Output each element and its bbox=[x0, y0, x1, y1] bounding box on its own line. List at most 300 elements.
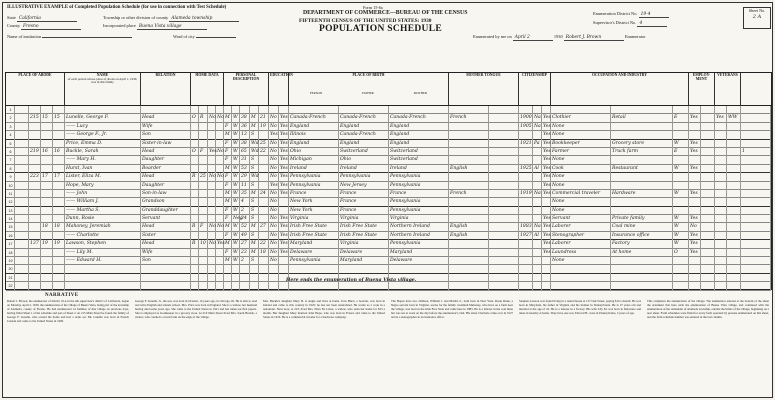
cell-occ: Laborer bbox=[551, 223, 611, 231]
cell-school: No bbox=[269, 249, 279, 257]
cell-nat bbox=[533, 274, 542, 282]
cell-bp: Illinois bbox=[289, 131, 339, 139]
cell-eng bbox=[542, 106, 551, 114]
table-row bbox=[6, 232, 771, 240]
cell-school bbox=[269, 282, 279, 290]
cell-name: Mahoney, Jeremiah bbox=[65, 223, 141, 231]
cell-work: Yes bbox=[689, 249, 701, 257]
cell-mar: M bbox=[250, 190, 259, 198]
cell-farm bbox=[216, 131, 224, 139]
cell-agem bbox=[259, 282, 269, 290]
cell-street bbox=[15, 232, 29, 240]
cell-fs bbox=[741, 249, 771, 257]
cell-tenure bbox=[191, 190, 199, 198]
cell-immig bbox=[519, 131, 533, 139]
cell-work: Yes bbox=[689, 165, 701, 173]
cell-farm bbox=[216, 106, 224, 114]
cell-cls: W bbox=[673, 165, 689, 173]
cell-fs bbox=[741, 182, 771, 190]
cell-name bbox=[65, 265, 141, 273]
cell-rel bbox=[141, 106, 191, 114]
cell-fam bbox=[53, 282, 65, 290]
cell-tenure bbox=[191, 182, 199, 190]
cell-bp: Ireland bbox=[289, 165, 339, 173]
narrative-column-2: George F. Lunelle, Jr., the son, was born in October, 16 years ago, in Chicago, Ill. He is able to read and write English and attends school. Mrs. Price was born in England. She is a widow, her husband having died some years ago. She came to the United States in 1921 and has taken out first papers. She is employed as bookkeeper in a grocery store. At 219 Main Street lived Mrs. Sarah Buckle, a widow, who conducts a truck farm on the edge of the village. bbox=[135, 299, 257, 319]
cell-mbp: Virginia bbox=[389, 215, 449, 223]
cell-immig: 1921 bbox=[519, 140, 533, 148]
cell-fam bbox=[53, 156, 65, 164]
col-personal: PERSONAL DESCRIPTION bbox=[224, 73, 269, 106]
cell-farm bbox=[216, 198, 224, 206]
cell-occ: Commercial traveler bbox=[551, 190, 611, 198]
cell-line bbox=[701, 232, 715, 240]
cell-lang bbox=[449, 140, 489, 148]
cell-immig: 1900 bbox=[519, 114, 533, 122]
cell-bp: Irish Free State bbox=[289, 223, 339, 231]
cell-read bbox=[279, 265, 289, 273]
cell-name: —— Charlotte bbox=[65, 232, 141, 240]
cell-n: 13 bbox=[6, 207, 15, 215]
cell-name: —— Mary H. bbox=[65, 156, 141, 164]
cell-agem bbox=[259, 274, 269, 282]
cell-line bbox=[701, 282, 715, 290]
cell-immig bbox=[519, 240, 533, 248]
cell-sex bbox=[224, 282, 232, 290]
cell-race: W bbox=[232, 182, 240, 190]
cell-dwell: 15 bbox=[41, 114, 53, 122]
cell-value bbox=[199, 232, 208, 240]
cell-bp: New York bbox=[289, 207, 339, 215]
cell-vet bbox=[715, 173, 727, 181]
cell-ind: Coal mine bbox=[611, 223, 673, 231]
cell-race bbox=[232, 106, 240, 114]
cell-radio: No bbox=[208, 114, 216, 122]
county-field: County Fresno bbox=[7, 23, 81, 30]
cell-agem bbox=[259, 165, 269, 173]
cell-farm bbox=[216, 282, 224, 290]
cell-age: 2 bbox=[240, 207, 250, 215]
cell-radio bbox=[208, 249, 216, 257]
cell-dwell bbox=[41, 274, 53, 282]
cell-dwell: 17 bbox=[41, 173, 53, 181]
cell-fbp: France bbox=[339, 198, 389, 206]
cell-sex bbox=[224, 274, 232, 282]
cell-ind: Hardware bbox=[611, 190, 673, 198]
cell-read bbox=[279, 198, 289, 206]
cell-age bbox=[240, 106, 250, 114]
cell-code bbox=[489, 282, 519, 290]
cell-farm bbox=[216, 123, 224, 131]
cell-agem bbox=[259, 207, 269, 215]
cell-immig bbox=[519, 257, 533, 265]
cell-farm bbox=[216, 215, 224, 223]
cell-street bbox=[15, 190, 29, 198]
cell-rel: Head bbox=[141, 223, 191, 231]
cell-read: Yes bbox=[279, 114, 289, 122]
cell-eng: Yes bbox=[542, 190, 551, 198]
cell-occ bbox=[551, 274, 611, 282]
supervisor-district: Supervisor's District No. 4 bbox=[593, 20, 667, 27]
narrative-column-5: Stephen Lawson was found living in a rented house at 137 Oak Street, paying $10 a month. He was born in Maryland, his father in Virginia and his mother in Pennsylvania. He is 27 years old and married at the age of 22. He is a laborer in a factory. His wife Lily M. was born in Delaware and takes in laundry at home. They have one son, Edward H., born in Pennsylvania, 2 years of age. bbox=[519, 299, 641, 315]
cell-rel: Sister bbox=[141, 232, 191, 240]
cell-cls bbox=[673, 131, 689, 139]
cell-occ: None bbox=[551, 198, 611, 206]
place-field: Incorporated place Buena Vista village bbox=[103, 23, 207, 30]
table-row bbox=[6, 265, 771, 273]
cell-bp: Delaware bbox=[289, 249, 339, 257]
cell-lang bbox=[449, 123, 489, 131]
cell-code bbox=[489, 215, 519, 223]
cell-code bbox=[489, 106, 519, 114]
cell-mbp: Ireland bbox=[389, 165, 449, 173]
cell-nat bbox=[533, 198, 542, 206]
cell-fs bbox=[741, 140, 771, 148]
cell-street bbox=[15, 223, 29, 231]
cell-mbp bbox=[389, 106, 449, 114]
cell-line bbox=[701, 173, 715, 181]
cell-bp: Pennsylvania bbox=[289, 173, 339, 181]
cell-name bbox=[65, 282, 141, 290]
cell-street bbox=[15, 182, 29, 190]
cell-radio: Yes bbox=[208, 148, 216, 156]
cell-street bbox=[15, 282, 29, 290]
cell-tenure bbox=[191, 257, 199, 265]
cell-immig bbox=[519, 215, 533, 223]
cell-street bbox=[15, 131, 29, 139]
cell-mbp: Pennsylvania bbox=[389, 173, 449, 181]
cell-eng: Yes bbox=[542, 173, 551, 181]
cell-cls bbox=[673, 282, 689, 290]
cell-house bbox=[29, 106, 41, 114]
cell-radio: No bbox=[208, 173, 216, 181]
cell-fbp: Virginia bbox=[339, 240, 389, 248]
cell-school bbox=[269, 265, 279, 273]
cell-vet bbox=[715, 257, 727, 265]
cell-war bbox=[727, 240, 741, 248]
cell-agem bbox=[259, 106, 269, 114]
cell-occ: Laborer bbox=[551, 240, 611, 248]
cell-age: 24 bbox=[240, 215, 250, 223]
cell-cls: W bbox=[673, 215, 689, 223]
cell-age: 29 bbox=[240, 173, 250, 181]
cell-street bbox=[15, 114, 29, 122]
cell-vet bbox=[715, 249, 727, 257]
cell-immig bbox=[519, 207, 533, 215]
cell-lang bbox=[449, 173, 489, 181]
cell-tenure bbox=[191, 165, 199, 173]
cell-code bbox=[489, 131, 519, 139]
cell-radio bbox=[208, 165, 216, 173]
col-home-data: HOME DATA bbox=[191, 73, 224, 106]
cell-dwell bbox=[41, 249, 53, 257]
cell-occ: None bbox=[551, 257, 611, 265]
end-note: Here ends the enumeration of Buena Vista village. bbox=[286, 278, 417, 283]
cell-house bbox=[29, 182, 41, 190]
cell-war bbox=[727, 148, 741, 156]
cell-rel: Wife bbox=[141, 249, 191, 257]
cell-ind: Factory bbox=[611, 240, 673, 248]
cell-nat: Na bbox=[533, 123, 542, 131]
cell-sex: M bbox=[224, 114, 232, 122]
cell-work bbox=[689, 207, 701, 215]
cell-sex: F bbox=[224, 232, 232, 240]
cell-dwell bbox=[41, 198, 53, 206]
cell-read: Yes bbox=[279, 165, 289, 173]
cell-house bbox=[29, 257, 41, 265]
cell-eng: Yes bbox=[542, 156, 551, 164]
sheet-number-box: Sheet No. 2 A bbox=[743, 7, 771, 29]
cell-work bbox=[689, 274, 701, 282]
cell-age bbox=[240, 282, 250, 290]
cell-n: 19 bbox=[6, 257, 15, 265]
cell-ind: Retail bbox=[611, 114, 673, 122]
cell-mbp bbox=[389, 282, 449, 290]
cell-radio bbox=[208, 131, 216, 139]
cell-race: W bbox=[232, 190, 240, 198]
cell-race: Neg bbox=[232, 215, 240, 223]
cell-race bbox=[232, 274, 240, 282]
cell-radio bbox=[208, 156, 216, 164]
cell-fam: 15 bbox=[53, 114, 65, 122]
cell-n: 11 bbox=[6, 190, 15, 198]
cell-read: Yes bbox=[279, 173, 289, 181]
cell-read: Yes bbox=[279, 232, 289, 240]
cell-race: W bbox=[232, 148, 240, 156]
cell-radio bbox=[208, 215, 216, 223]
cell-name: Price, Emma D. bbox=[65, 140, 141, 148]
cell-occ: Cook bbox=[551, 165, 611, 173]
cell-war bbox=[727, 274, 741, 282]
cell-school: No bbox=[269, 123, 279, 131]
cell-mbp: Pennsylvania bbox=[389, 240, 449, 248]
cell-occ: None bbox=[551, 182, 611, 190]
cell-war bbox=[727, 173, 741, 181]
cell-agem: 27 bbox=[259, 223, 269, 231]
cell-fam bbox=[53, 182, 65, 190]
table-row bbox=[6, 282, 771, 290]
cell-read bbox=[279, 207, 289, 215]
cell-n: 18 bbox=[6, 249, 15, 257]
cell-fs bbox=[741, 165, 771, 173]
cell-n: 14 bbox=[6, 215, 15, 223]
cell-value bbox=[199, 257, 208, 265]
cell-n: 12 bbox=[6, 198, 15, 206]
cell-school bbox=[269, 274, 279, 282]
cell-line bbox=[701, 190, 715, 198]
cell-fbp: Virginia bbox=[339, 215, 389, 223]
cell-name: Buckle, Sarah bbox=[65, 148, 141, 156]
cell-eng: Yes bbox=[542, 140, 551, 148]
cell-race: W bbox=[232, 249, 240, 257]
cell-lang bbox=[449, 274, 489, 282]
document-title: ILLUSTRATIVE EXAMPLE of Completed Population Schedule (for use in connection with Test Schedule) bbox=[7, 5, 227, 10]
cell-value bbox=[199, 182, 208, 190]
cell-dwell bbox=[41, 207, 53, 215]
cell-sex: M bbox=[224, 165, 232, 173]
cell-lang bbox=[449, 106, 489, 114]
cell-fs bbox=[741, 265, 771, 273]
cell-work bbox=[689, 257, 701, 265]
cell-cls bbox=[673, 207, 689, 215]
cell-fam bbox=[53, 274, 65, 282]
cell-name: Lunelle, George F. bbox=[65, 114, 141, 122]
cell-lang bbox=[449, 182, 489, 190]
cell-street bbox=[15, 156, 29, 164]
cell-bp: Pennsylvania bbox=[289, 257, 339, 265]
cell-line bbox=[701, 114, 715, 122]
cell-eng: Yes bbox=[542, 165, 551, 173]
cell-fs bbox=[741, 282, 771, 290]
cell-rel: Granddaughter bbox=[141, 207, 191, 215]
cell-immig bbox=[519, 265, 533, 273]
table-body bbox=[6, 106, 771, 291]
cell-fbp: Delaware bbox=[339, 249, 389, 257]
cell-race: W bbox=[232, 165, 240, 173]
cell-ind bbox=[611, 265, 673, 273]
cell-race: W bbox=[232, 114, 240, 122]
cell-tenure: O bbox=[191, 114, 199, 122]
cell-fam bbox=[53, 215, 65, 223]
cell-radio bbox=[208, 106, 216, 114]
cell-immig bbox=[519, 274, 533, 282]
cell-war bbox=[727, 190, 741, 198]
cell-mbp: Northern Ireland bbox=[389, 223, 449, 231]
col-mother-tongue: MOTHER TONGUE bbox=[449, 73, 519, 106]
cell-bp: Maryland bbox=[289, 240, 339, 248]
cell-code bbox=[489, 207, 519, 215]
cell-eng bbox=[542, 274, 551, 282]
cell-cls: E bbox=[673, 148, 689, 156]
enumerated-by: Enumerated by me on April 2 1930 Robert J. Brown Enumerator bbox=[473, 34, 646, 40]
cell-fs bbox=[741, 190, 771, 198]
cell-mbp: England bbox=[389, 123, 449, 131]
cell-eng bbox=[542, 207, 551, 215]
cell-age: 27 bbox=[240, 240, 250, 248]
cell-rel: Head bbox=[141, 240, 191, 248]
cell-radio bbox=[208, 198, 216, 206]
cell-value: F bbox=[199, 148, 208, 156]
table-row bbox=[6, 240, 771, 248]
cell-war bbox=[727, 265, 741, 273]
cell-work bbox=[689, 265, 701, 273]
cell-fs bbox=[741, 173, 771, 181]
cell-nat bbox=[533, 282, 542, 290]
cell-occ: None bbox=[551, 173, 611, 181]
cell-vet bbox=[715, 265, 727, 273]
cell-rel: Head bbox=[141, 173, 191, 181]
cell-read bbox=[279, 106, 289, 114]
cell-fbp: New Jersey bbox=[339, 182, 389, 190]
cell-house bbox=[29, 131, 41, 139]
cell-occ: Stenographer bbox=[551, 232, 611, 240]
cell-code bbox=[489, 148, 519, 156]
enumerated-year: 1930 bbox=[553, 34, 563, 39]
cell-war bbox=[727, 198, 741, 206]
cell-code bbox=[489, 190, 519, 198]
cell-house bbox=[29, 156, 41, 164]
cell-age: 23 bbox=[240, 249, 250, 257]
cell-cls bbox=[673, 182, 689, 190]
cell-race: W bbox=[232, 156, 240, 164]
cell-agem bbox=[259, 215, 269, 223]
cell-eng bbox=[542, 257, 551, 265]
cell-vet bbox=[715, 215, 727, 223]
cell-fam bbox=[53, 140, 65, 148]
cell-race: W bbox=[232, 123, 240, 131]
cell-read: Yes bbox=[279, 140, 289, 148]
col-education: EDUCATION bbox=[269, 73, 289, 106]
cell-school: No bbox=[269, 165, 279, 173]
table-row bbox=[6, 148, 771, 156]
cell-sex: M bbox=[224, 257, 232, 265]
cell-age: 2 bbox=[240, 257, 250, 265]
cell-cls: W bbox=[673, 190, 689, 198]
cell-lang bbox=[449, 249, 489, 257]
cell-street bbox=[15, 215, 29, 223]
enumerator-name: Robert J. Brown bbox=[564, 35, 624, 41]
cell-age: 31 bbox=[240, 156, 250, 164]
cell-value bbox=[199, 198, 208, 206]
cell-mar: S bbox=[250, 215, 259, 223]
census-heading: FIFTEENTH CENSUS OF THE UNITED STATES: 1930 bbox=[299, 18, 432, 24]
cell-mar bbox=[250, 282, 259, 290]
cell-race: W bbox=[232, 232, 240, 240]
cell-fbp bbox=[339, 265, 389, 273]
cell-bp: Virginia bbox=[289, 215, 339, 223]
cell-mbp: Pennsylvania bbox=[389, 182, 449, 190]
cell-immig bbox=[519, 249, 533, 257]
cell-eng bbox=[542, 282, 551, 290]
cell-fam bbox=[53, 165, 65, 173]
cell-value bbox=[199, 131, 208, 139]
cell-cls: E bbox=[673, 114, 689, 122]
cell-line bbox=[701, 207, 715, 215]
cell-line bbox=[701, 156, 715, 164]
cell-immig bbox=[519, 106, 533, 114]
cell-fbp bbox=[339, 106, 389, 114]
cell-street bbox=[15, 198, 29, 206]
cell-fam: 18 bbox=[53, 223, 65, 231]
cell-tenure bbox=[191, 215, 199, 223]
cell-line bbox=[701, 265, 715, 273]
cell-n: 15 bbox=[6, 223, 15, 231]
cell-race: W bbox=[232, 207, 240, 215]
cell-agem bbox=[259, 232, 269, 240]
table-row bbox=[6, 165, 771, 173]
cell-tenure: R bbox=[191, 223, 199, 231]
cell-sex bbox=[224, 106, 232, 114]
cell-fbp: Canada-French bbox=[339, 114, 389, 122]
cell-farm bbox=[216, 274, 224, 282]
cell-eng: Yes bbox=[542, 232, 551, 240]
cell-immig: 1927 bbox=[519, 232, 533, 240]
cell-occ: None bbox=[551, 131, 611, 139]
department-heading: DEPARTMENT OF COMMERCE—BUREAU OF THE CENSUS bbox=[303, 10, 468, 16]
cell-cls: W bbox=[673, 140, 689, 148]
cell-street bbox=[15, 140, 29, 148]
cell-fs bbox=[741, 274, 771, 282]
cell-rel: Daughter bbox=[141, 182, 191, 190]
cell-street bbox=[15, 274, 29, 282]
cell-mbp: Delaware bbox=[389, 257, 449, 265]
cell-mar: S bbox=[250, 207, 259, 215]
cell-sex: F bbox=[224, 182, 232, 190]
cell-war: WW bbox=[727, 114, 741, 122]
col-name: NAME of each person whose place of abode on April 1, 1930, was in this family bbox=[65, 73, 141, 106]
cell-tenure bbox=[191, 131, 199, 139]
cell-war bbox=[727, 282, 741, 290]
cell-value bbox=[199, 207, 208, 215]
